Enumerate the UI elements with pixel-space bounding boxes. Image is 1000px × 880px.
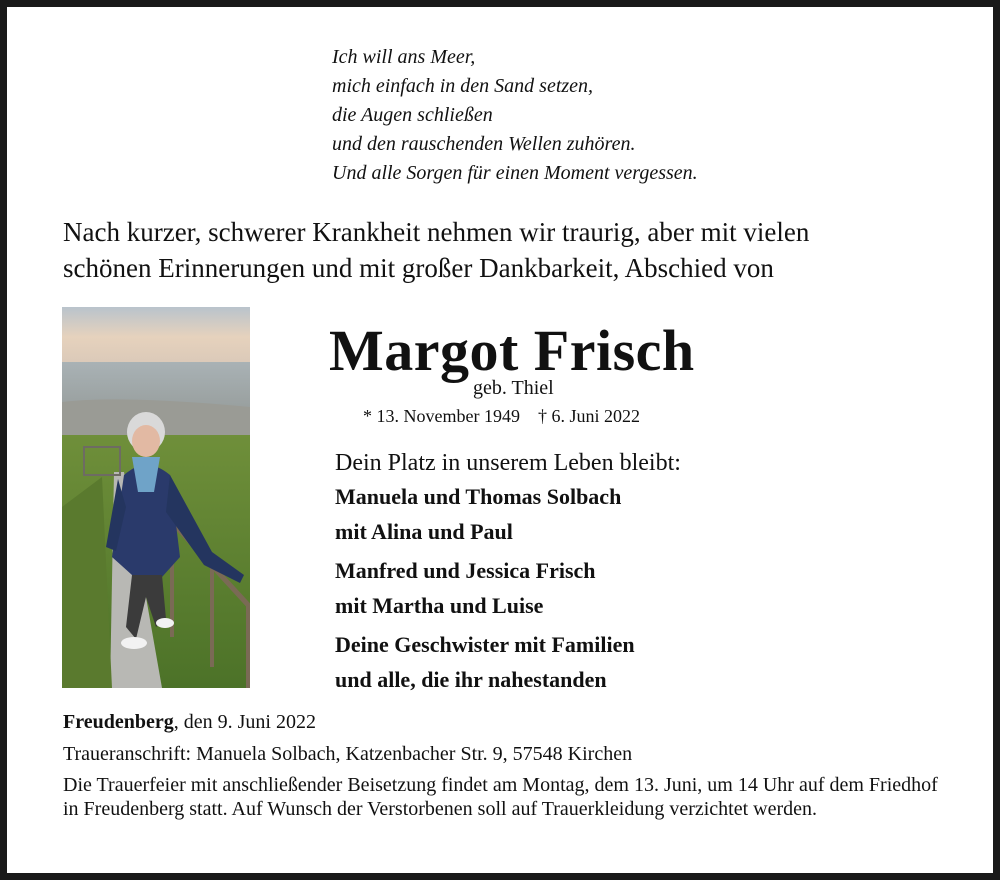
poem-line: Und alle Sorgen für einen Moment vergessen. — [332, 162, 698, 184]
death-date: † 6. Juni 2022 — [537, 406, 640, 426]
place-date-line — [63, 709, 958, 735]
poem — [332, 43, 698, 188]
portrait-photo — [62, 307, 250, 688]
mourner-line: Manfred und Jessica Frisch — [335, 558, 596, 583]
poem-line: die Augen schließen — [332, 104, 493, 126]
life-dates — [363, 406, 640, 427]
mourners-list — [335, 481, 635, 703]
ceremony-info: Die Trauerfeier mit anschließender Beisetzung findet am Montag, dem 13. Juni, um 14 Uhr auf dem Friedhof in Freudenberg statt. Auf Wunsch der Verstorbenen soll auf Trauerkleidung verzichtet werden. — [63, 774, 938, 820]
mourner-line: mit Martha und Luise — [335, 593, 544, 618]
intro-line: schönen Erinnerungen und mit großer Dankbarkeit, Abschied von — [63, 253, 774, 283]
date: , den 9. Juni 2022 — [173, 711, 316, 733]
deceased-name: Margot Frisch — [329, 318, 695, 383]
mourner-group — [335, 629, 635, 699]
poem-line: und den rauschenden Wellen zuhören. — [332, 133, 636, 155]
mourning-address: Traueranschrift: Manuela Solbach, Katzenbacher Str. 9, 57548 Kirchen — [63, 743, 633, 765]
birth-date: * 13. November 1949 — [363, 406, 520, 426]
mourner-line: mit Alina und Paul — [335, 519, 513, 544]
tagline: Dein Platz in unserem Leben bleibt: — [335, 450, 681, 476]
mourner-line: Manuela und Thomas Solbach — [335, 484, 622, 509]
mourner-group — [335, 555, 635, 625]
place: Freudenberg — [63, 711, 174, 733]
mourner-line: Deine Geschwister mit Familien — [335, 632, 635, 657]
maiden-name: geb. Thiel — [473, 377, 554, 399]
poem-line: mich einfach in den Sand setzen, — [332, 75, 594, 97]
intro-line: Nach kurzer, schwerer Krankheit nehmen wir traurig, aber mit vielen — [63, 217, 810, 247]
mourner-line: und alle, die ihr nahestanden — [335, 667, 607, 692]
poem-line: Ich will ans Meer, — [332, 46, 476, 68]
intro-text — [63, 214, 809, 286]
mourner-group — [335, 481, 635, 551]
footer — [63, 709, 958, 821]
